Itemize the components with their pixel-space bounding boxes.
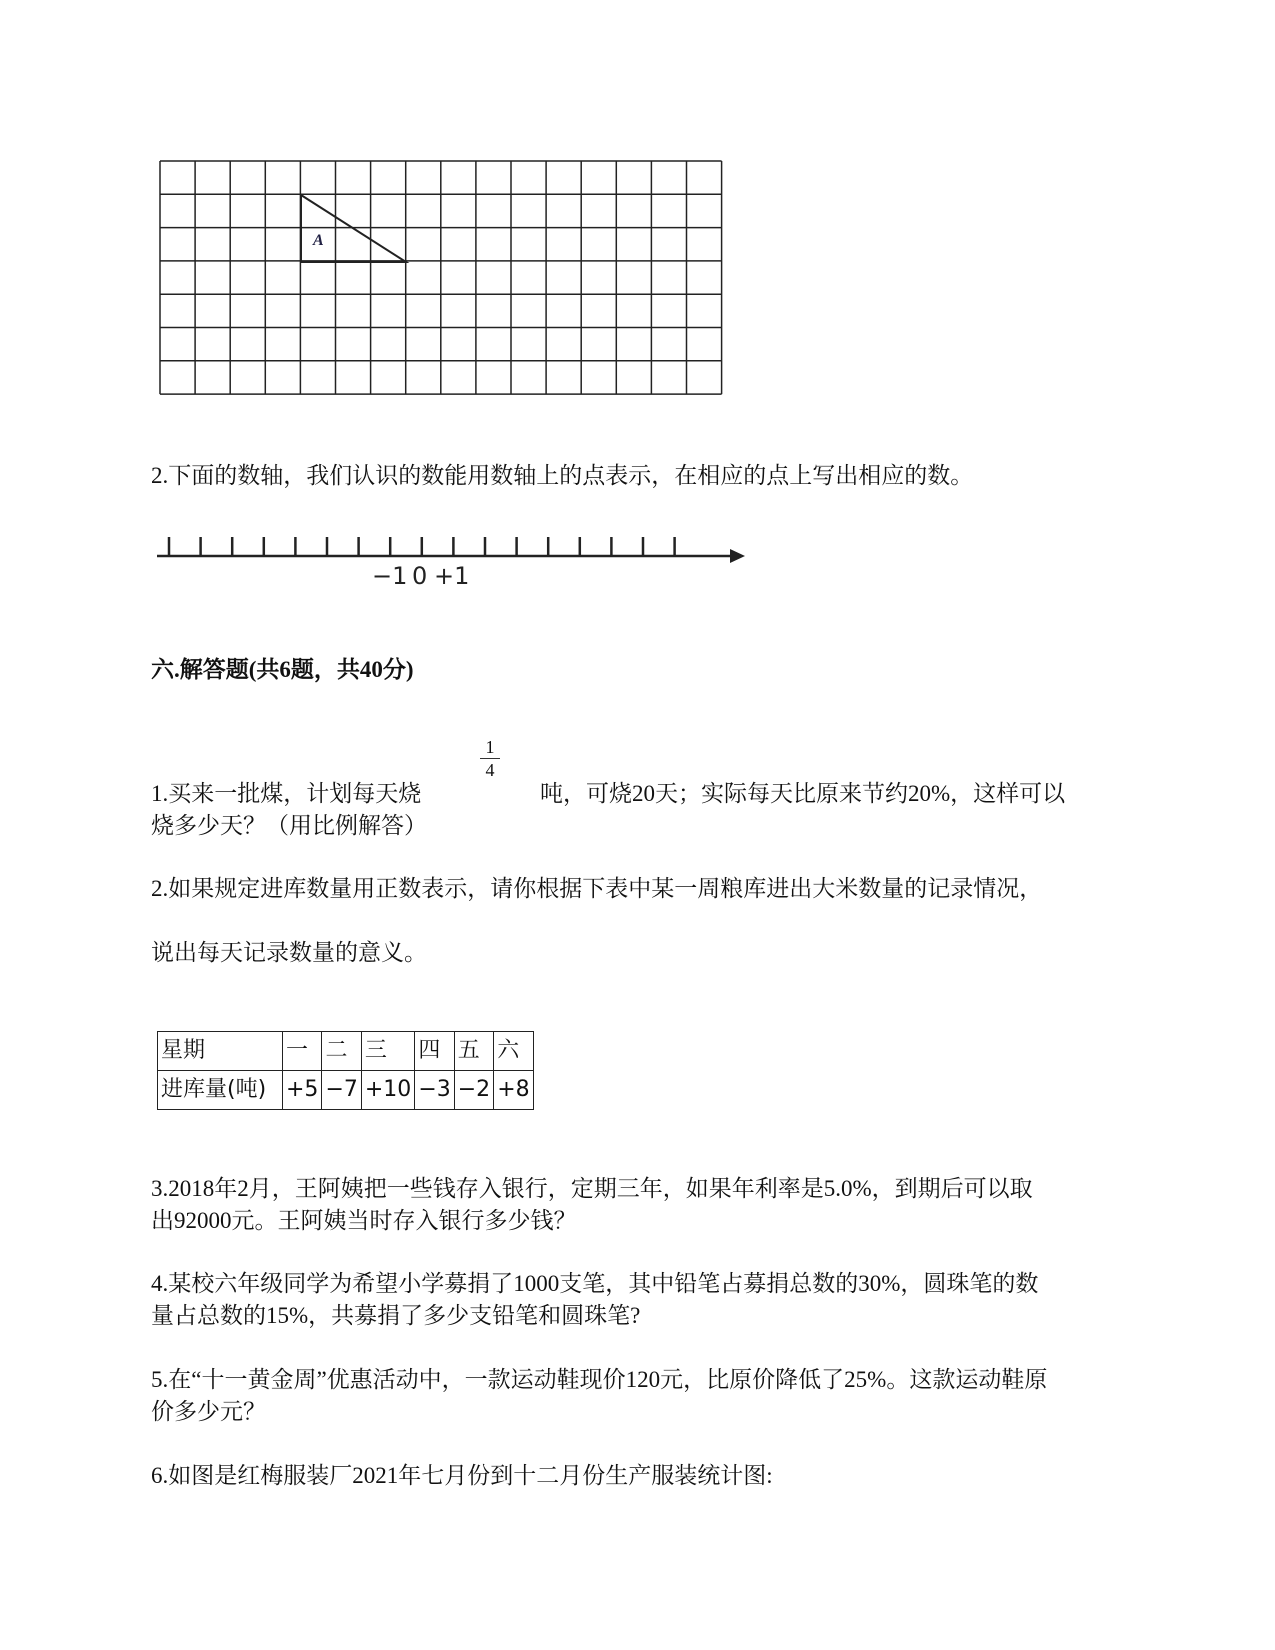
table-cell: 一 bbox=[283, 1032, 322, 1071]
fraction-numerator: 1 bbox=[485, 737, 495, 757]
record-table bbox=[157, 1031, 534, 1110]
table-cell: 三 bbox=[361, 1032, 414, 1071]
table-header-row bbox=[158, 1032, 534, 1071]
fraction-one-quarter bbox=[480, 738, 500, 779]
table-cell: −3 bbox=[415, 1071, 454, 1110]
question-4-line1: 4.某校六年级同学为希望小学募捐了1000支笔，其中铅笔占募捐总数的30%，圆珠笔的数 bbox=[151, 1271, 1039, 1296]
number-line-label-neg1: −1 bbox=[372, 562, 408, 590]
number-line-arrow bbox=[730, 549, 745, 563]
question-5-line2: 价多少元？ bbox=[151, 1399, 266, 1424]
question-3-line2: 出92000元。王阿姨当时存入银行多少钱？ bbox=[151, 1208, 577, 1233]
question-2-line2: 说出每天记录数量的意义。 bbox=[151, 940, 427, 965]
table-cell: 六 bbox=[494, 1032, 533, 1071]
table-cell: +10 bbox=[361, 1071, 414, 1110]
question-3-line1: 3.2018年2月，王阿姨把一些钱存入银行，定期三年，如果年利率是5.0%，到期后可以取 bbox=[151, 1176, 1033, 1201]
question-number-line: 2.下面的数轴，我们认识的数能用数轴上的点表示，在相应的点上写出相应的数。 bbox=[151, 463, 974, 488]
table-cell: −2 bbox=[454, 1071, 493, 1110]
question-2-line1: 2.如果规定进库数量用正数表示，请你根据下表中某一周粮库进出大米数量的记录情况， bbox=[151, 876, 1043, 901]
question-6-line1: 6.如图是红梅服装厂2021年七月份到十二月份生产服装统计图: bbox=[151, 1463, 773, 1488]
question-1-line1-after: 吨，可烧20天；实际每天比原来节约20%，这样可以 bbox=[540, 781, 1066, 806]
section-heading: 六.解答题(共6题，共40分) bbox=[151, 657, 414, 682]
table-cell: 进库量(吨) bbox=[158, 1071, 283, 1110]
table-cell: +8 bbox=[494, 1071, 533, 1110]
table-row bbox=[158, 1071, 534, 1110]
table-cell: 四 bbox=[415, 1032, 454, 1071]
number-line-label-0: 0 bbox=[412, 562, 428, 590]
table-cell: 二 bbox=[322, 1032, 361, 1071]
table-cell: 五 bbox=[454, 1032, 493, 1071]
fraction-denominator: 4 bbox=[485, 760, 495, 780]
table-cell: −7 bbox=[322, 1071, 361, 1110]
question-4-line2: 量占总数的15%，共募捐了多少支铅笔和圆珠笔? bbox=[151, 1303, 641, 1328]
table-cell: 星期 bbox=[158, 1032, 283, 1071]
triangle-label: A bbox=[313, 232, 324, 249]
question-1-line1-before: 1.买来一批煤，计划每天烧 bbox=[151, 781, 422, 806]
table-cell: +5 bbox=[283, 1071, 322, 1110]
question-5-line1: 5.在“十一黄金周”优惠活动中，一款运动鞋现价120元，比原价降低了25%。这款运动鞋原 bbox=[151, 1367, 1048, 1392]
number-line-label-pos1: +1 bbox=[434, 562, 470, 590]
number-line-ticks bbox=[169, 537, 675, 556]
question-1-line2: 烧多少天？（用比例解答） bbox=[151, 813, 427, 838]
